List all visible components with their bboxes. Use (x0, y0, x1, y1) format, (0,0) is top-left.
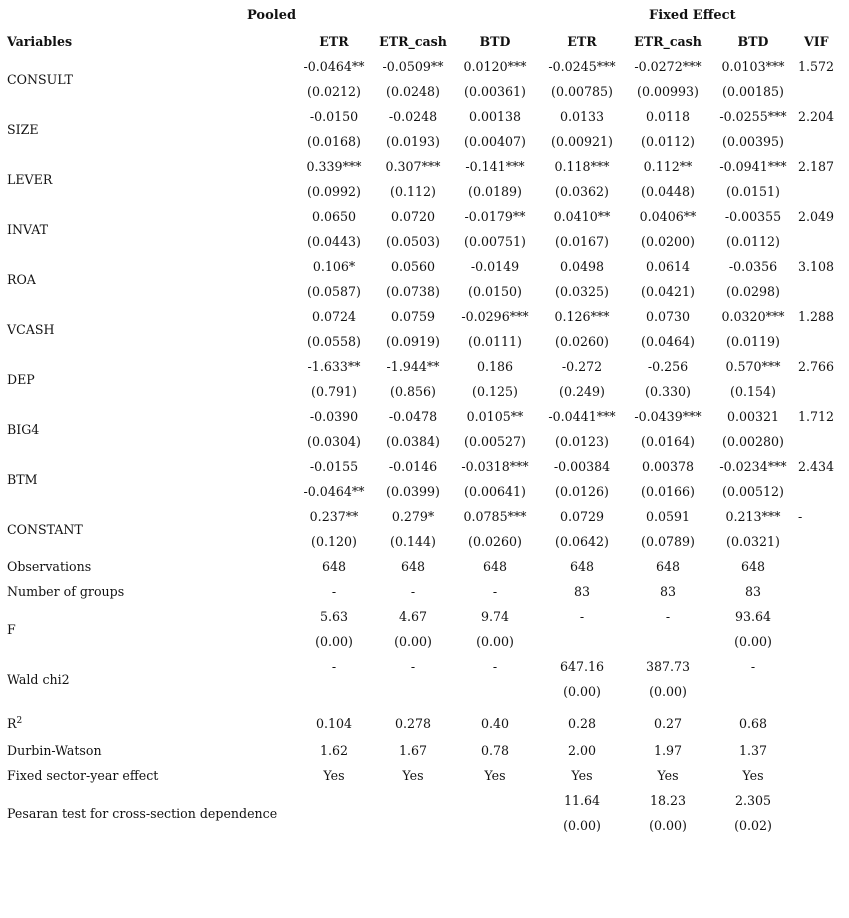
vif-empty (796, 788, 849, 813)
standard-error-value: (0.0992) (307, 184, 361, 199)
standard-error-value: (0.0166) (641, 484, 695, 499)
coefficient-row (0, 204, 849, 229)
observations-row-value: 648 (740, 559, 766, 574)
standard-error-value: (0.112) (390, 184, 436, 199)
coefficient-row (0, 54, 849, 79)
coefficient-row (0, 404, 849, 429)
standard-error-value: (0.791) (311, 384, 357, 399)
observations-row-value: 648 (400, 559, 426, 574)
standard-error-value: (0.0189) (468, 184, 522, 199)
f-statistic-row-value: - (579, 609, 585, 624)
vif-empty (796, 229, 849, 254)
coefficient-value: 0.0560 (390, 259, 436, 274)
standard-error-value: (0.0503) (386, 234, 440, 249)
f-statistic-row-pvalue: (0.00) (734, 634, 772, 649)
variable-name: SIZE (7, 121, 39, 137)
vif-empty (796, 763, 849, 788)
coefficient-value: -0.0439*** (634, 409, 702, 424)
f-statistic-row-value: 5.63 (319, 609, 349, 624)
standard-error-value: (0.0789) (641, 534, 695, 549)
coefficient-value: -0.0464** (303, 59, 365, 74)
variable-name: BTM (7, 471, 38, 487)
coefficient-value: 0.0724 (311, 309, 357, 324)
durbin-watson-row-value: 2.00 (567, 743, 597, 758)
coefficient-value: -0.0150 (309, 109, 359, 124)
vif-value: 2.049 (798, 209, 835, 224)
f-statistic-row (0, 604, 849, 629)
pesaran-test-row-pvalue: (0.00) (649, 818, 687, 833)
coefficient-value: 0.237** (309, 509, 359, 524)
f-statistic-row-value: 93.64 (734, 609, 772, 624)
coefficient-value: 0.0720 (390, 209, 436, 224)
coefficient-value: 0.00138 (468, 109, 522, 124)
r-squared-label (0, 704, 294, 738)
coefficient-row (0, 454, 849, 479)
vif-value: 1.572 (798, 59, 835, 74)
header-vif: VIF (804, 34, 829, 49)
f-statistic-row-pvalue: (0.00) (315, 634, 353, 649)
pesaran-test-row-value: 2.305 (734, 793, 772, 808)
vif-empty (796, 179, 849, 204)
standard-error-value: (0.0642) (555, 534, 609, 549)
coefficient-value: 0.339*** (306, 159, 362, 174)
coefficient-value: 0.0729 (559, 509, 605, 524)
wald-chi2-row-pvalue (294, 679, 374, 704)
coefficient-value: -0.0296*** (461, 309, 529, 324)
header-fe-etr: ETR (567, 34, 597, 49)
pesaran-test-row-pvalue: (0.02) (734, 818, 772, 833)
variable-name: CONSTANT (7, 521, 83, 537)
durbin-watson-row-value: 1.97 (653, 743, 683, 758)
standard-error-value: (0.00407) (464, 134, 526, 149)
standard-error-value: (0.00280) (722, 434, 784, 449)
wald-chi2-row-pvalue (710, 679, 796, 704)
wald-chi2-row-value: - (331, 659, 337, 674)
standard-error-value: (0.0112) (641, 134, 695, 149)
coefficient-value: -0.0509** (382, 59, 444, 74)
observations-row-value: 648 (655, 559, 681, 574)
wald-chi2-row-value: - (750, 659, 756, 674)
coefficient-value: -0.0390 (309, 409, 359, 424)
variable-name: DEP (7, 371, 35, 387)
header-fe-etr-cash: ETR_cash (634, 34, 702, 49)
standard-error-value: (0.0119) (726, 334, 780, 349)
coefficient-value: -0.00355 (724, 209, 782, 224)
fixed-effect-group-heading: Fixed Effect (649, 8, 736, 23)
standard-error-value: (0.0587) (307, 284, 361, 299)
standard-error-value: (0.0112) (726, 234, 780, 249)
coefficient-value: -0.0272*** (634, 59, 702, 74)
coefficient-value: -0.0146 (388, 459, 438, 474)
standard-error-value: (0.0260) (468, 534, 522, 549)
fixed-sector-year-effect-row-label: Fixed sector-year effect (7, 768, 159, 783)
standard-error-value: (0.00993) (637, 84, 699, 99)
wald-chi2-row (0, 654, 849, 679)
coefficient-value: 0.0759 (390, 309, 436, 324)
pesaran-test-row-pvalue (374, 813, 452, 838)
coefficient-value: 0.0410** (553, 209, 611, 224)
fixed-sector-year-effect-row-value: Yes (323, 768, 345, 783)
pesaran-test-row-value (452, 788, 538, 813)
durbin-watson-row (0, 738, 849, 763)
coefficient-value: 0.0730 (645, 309, 691, 324)
standard-error-value: (0.00527) (464, 434, 526, 449)
wald-chi2-row-pvalue: (0.00) (563, 684, 601, 699)
pesaran-test-row-pvalue: (0.00) (563, 818, 601, 833)
fixed-sector-year-effect-row-value: Yes (402, 768, 424, 783)
vif-empty (796, 529, 849, 554)
coefficient-row (0, 504, 849, 529)
pesaran-test-row-label: Pesaran test for cross-section dependence (7, 805, 278, 821)
durbin-watson-row-value: 1.67 (398, 743, 428, 758)
vif-empty (796, 654, 849, 679)
standard-error-value: (0.856) (390, 384, 436, 399)
coefficient-value: 0.00378 (641, 459, 695, 474)
coefficient-value: -0.0248 (388, 109, 438, 124)
vif-empty (796, 129, 849, 154)
f-statistic-row-value: - (665, 609, 671, 624)
standard-error-value: (0.0448) (641, 184, 695, 199)
standard-error-value: (0.00641) (464, 484, 526, 499)
durbin-watson-row-value: 1.62 (319, 743, 349, 758)
vif-value: 1.712 (798, 409, 835, 424)
standard-error-value: (0.00361) (464, 84, 526, 99)
standard-error-value: (0.0123) (555, 434, 609, 449)
header-row (0, 29, 849, 54)
coefficient-value: 0.570*** (725, 359, 781, 374)
standard-error-value: -0.0464** (303, 484, 365, 499)
pesaran-test-row-value (374, 788, 452, 813)
coefficient-value: 0.0103*** (721, 59, 785, 74)
standard-error-value: (0.00512) (722, 484, 784, 499)
r-squared-value: 0.28 (567, 715, 597, 731)
coefficient-value: -0.0478 (388, 409, 438, 424)
regression-table (0, 29, 849, 838)
standard-error-value: (0.0325) (555, 284, 609, 299)
coefficient-value: 0.126*** (554, 309, 610, 324)
standard-error-value: (0.00921) (551, 134, 613, 149)
standard-error-value: (0.00185) (722, 84, 784, 99)
number-of-groups-row-value: 83 (744, 584, 762, 599)
coefficient-row (0, 104, 849, 129)
wald-chi2-row-label: Wald chi2 (7, 671, 70, 687)
vif-empty (796, 629, 849, 654)
vif-value: 2.187 (798, 159, 835, 174)
standard-error-value: (0.0260) (555, 334, 609, 349)
standard-error-value: (0.0167) (555, 234, 609, 249)
coefficient-value: -0.256 (647, 359, 689, 374)
coefficient-row (0, 354, 849, 379)
standard-error-value: (0.120) (311, 534, 357, 549)
pesaran-test-row-value: 11.64 (563, 793, 601, 808)
durbin-watson-row-value: 1.37 (738, 743, 768, 758)
coefficient-value: -0.0234*** (719, 459, 787, 474)
vif-value: - (798, 509, 803, 524)
coefficient-value: 0.0105** (466, 409, 524, 424)
standard-error-value: (0.00751) (464, 234, 526, 249)
coefficient-value: 0.279* (391, 509, 435, 524)
standard-error-value: (0.0919) (386, 334, 440, 349)
pesaran-test-row (0, 788, 849, 813)
r-squared-value: 0.104 (315, 715, 353, 731)
coefficient-value: -0.0245*** (548, 59, 616, 74)
standard-error-value: (0.0298) (726, 284, 780, 299)
standard-error-value: (0.0150) (468, 284, 522, 299)
r-squared-value: 0.278 (394, 715, 432, 731)
standard-error-value: (0.00395) (722, 134, 784, 149)
f-statistic-row-label: F (7, 621, 16, 637)
durbin-watson-row-label: Durbin-Watson (7, 743, 102, 758)
coefficient-value: -1.633** (307, 359, 361, 374)
coefficient-value: -0.0179** (464, 209, 526, 224)
coefficient-row (0, 304, 849, 329)
f-statistic-row-pvalue (538, 629, 626, 654)
header-pooled-etr-cash: ETR_cash (379, 34, 447, 49)
standard-error-value: (0.0200) (641, 234, 695, 249)
coefficient-value: -0.0441*** (548, 409, 616, 424)
f-statistic-row-value: 4.67 (398, 609, 428, 624)
f-statistic-row-pvalue (626, 629, 710, 654)
standard-error-value: (0.0558) (307, 334, 361, 349)
coefficient-value: -0.272 (561, 359, 603, 374)
observations-row (0, 554, 849, 579)
variable-name: CONSULT (7, 71, 73, 87)
vif-empty (796, 579, 849, 604)
variable-name: INVAT (7, 221, 49, 237)
r-squared-value: 0.68 (738, 715, 768, 731)
standard-error-value: (0.0362) (555, 184, 609, 199)
variable-name: VCASH (7, 321, 55, 337)
standard-error-value: (0.0111) (468, 334, 522, 349)
standard-error-value: (0.0321) (726, 534, 780, 549)
standard-error-value: (0.0126) (555, 484, 609, 499)
r-squared-row (0, 704, 849, 738)
coefficient-value: -0.0356 (728, 259, 778, 274)
coefficient-value: 0.00321 (726, 409, 780, 424)
coefficient-value: 0.0133 (559, 109, 605, 124)
pesaran-test-row-value: 18.23 (649, 793, 687, 808)
wald-chi2-row-value: 647.16 (559, 659, 605, 674)
vif-value: 2.204 (798, 109, 835, 124)
fixed-sector-year-effect-row-value: Yes (742, 768, 764, 783)
standard-error-value: (0.0193) (386, 134, 440, 149)
vif-empty (796, 279, 849, 304)
coefficient-value: 0.106* (312, 259, 356, 274)
coefficient-value: 0.0785*** (463, 509, 527, 524)
coefficient-value: -0.0155 (309, 459, 359, 474)
vif-value: 2.434 (798, 459, 835, 474)
coefficient-value: 0.0650 (311, 209, 357, 224)
coefficient-value: -0.141*** (465, 159, 525, 174)
f-statistic-row-value: 9.74 (480, 609, 510, 624)
standard-error-value: (0.0421) (641, 284, 695, 299)
standard-error-value: (0.0464) (641, 334, 695, 349)
standard-error-value: (0.0384) (386, 434, 440, 449)
coefficient-value: 0.0120*** (463, 59, 527, 74)
vif-empty (796, 479, 849, 504)
coefficient-value: -0.0941*** (719, 159, 787, 174)
fixed-sector-year-effect-row (0, 763, 849, 788)
vif-empty (796, 429, 849, 454)
standard-error-value: (0.0151) (726, 184, 780, 199)
fixed-sector-year-effect-row-value: Yes (484, 768, 506, 783)
vif-value: 2.766 (798, 359, 835, 374)
vif-empty (796, 813, 849, 838)
wald-chi2-row-value: - (410, 659, 416, 674)
vif-empty (796, 704, 849, 738)
f-statistic-row-pvalue: (0.00) (394, 634, 432, 649)
header-fe-btd: BTD (737, 34, 769, 49)
coefficient-value: 0.0406** (639, 209, 697, 224)
vif-empty (796, 79, 849, 104)
standard-error-value: (0.0399) (386, 484, 440, 499)
standard-error-value: (0.0212) (307, 84, 361, 99)
coefficient-value: 0.307*** (385, 159, 441, 174)
coefficient-value: 0.213*** (725, 509, 781, 524)
variable-name: BIG4 (7, 421, 40, 437)
observations-row-value: 648 (321, 559, 347, 574)
coefficient-value: -1.944** (386, 359, 440, 374)
r-squared-value: 0.40 (480, 715, 510, 731)
wald-chi2-row-value: 387.73 (645, 659, 691, 674)
vif-value: 3.108 (798, 259, 835, 274)
coefficient-value: -0.00384 (553, 459, 611, 474)
standard-error-value: (0.0248) (386, 84, 440, 99)
coefficient-value: 0.186 (476, 359, 514, 374)
r-squared-superscript: 2 (16, 715, 23, 726)
vif-empty (796, 329, 849, 354)
pooled-group-heading: Pooled (247, 8, 297, 23)
number-of-groups-row-value: - (331, 584, 337, 599)
vif-empty (796, 554, 849, 579)
r-squared-value: 0.27 (653, 715, 683, 731)
number-of-groups-row-value: - (410, 584, 416, 599)
number-of-groups-row-value: 83 (573, 584, 591, 599)
wald-chi2-row-value: - (492, 659, 498, 674)
vif-empty (796, 738, 849, 763)
durbin-watson-row-value: 0.78 (480, 743, 510, 758)
pesaran-test-row-pvalue (294, 813, 374, 838)
fixed-sector-year-effect-row-value: Yes (571, 768, 593, 783)
coefficient-row (0, 254, 849, 279)
standard-error-value: (0.0164) (641, 434, 695, 449)
coefficient-value: 0.0591 (645, 509, 691, 524)
vif-value: 1.288 (798, 309, 835, 324)
wald-chi2-row-pvalue (452, 679, 538, 704)
standard-error-value: (0.0168) (307, 134, 361, 149)
coefficient-value: -0.0318*** (461, 459, 529, 474)
wald-chi2-row-pvalue (374, 679, 452, 704)
standard-error-value: (0.249) (559, 384, 605, 399)
coefficient-value: -0.0255*** (719, 109, 787, 124)
header-pooled-btd: BTD (479, 34, 511, 49)
f-statistic-row-pvalue: (0.00) (476, 634, 514, 649)
number-of-groups-row-value: - (492, 584, 498, 599)
number-of-groups-row-label: Number of groups (7, 584, 125, 599)
fixed-sector-year-effect-row-value: Yes (657, 768, 679, 783)
vif-empty (796, 604, 849, 629)
coefficient-value: 0.0118 (645, 109, 691, 124)
standard-error-value: (0.0738) (386, 284, 440, 299)
coefficient-value: 0.118*** (554, 159, 610, 174)
standard-error-value: (0.00785) (551, 84, 613, 99)
observations-row-value: 648 (569, 559, 595, 574)
observations-row-label: Observations (7, 559, 92, 574)
r-squared-label-text: R (7, 715, 17, 731)
coefficient-row (0, 154, 849, 179)
standard-error-value: (0.330) (645, 384, 691, 399)
wald-chi2-row-pvalue: (0.00) (649, 684, 687, 699)
variable-name: ROA (7, 271, 36, 287)
variable-name: LEVER (7, 171, 53, 187)
vif-empty (796, 379, 849, 404)
standard-error-value: (0.154) (730, 384, 776, 399)
coefficient-value: -0.0149 (470, 259, 520, 274)
standard-error-value: (0.125) (472, 384, 518, 399)
vif-empty (796, 679, 849, 704)
number-of-groups-row-value: 83 (659, 584, 677, 599)
standard-error-value: (0.0443) (307, 234, 361, 249)
number-of-groups-row (0, 579, 849, 604)
coefficient-value: 0.0498 (559, 259, 605, 274)
standard-error-value: (0.0304) (307, 434, 361, 449)
pesaran-test-row-pvalue (452, 813, 538, 838)
coefficient-value: 0.0614 (645, 259, 691, 274)
pesaran-test-row-value (294, 788, 374, 813)
coefficient-value: 0.0320*** (721, 309, 785, 324)
header-pooled-etr: ETR (319, 34, 349, 49)
observations-row-value: 648 (482, 559, 508, 574)
coefficient-value: 0.112** (643, 159, 693, 174)
header-variables: Variables (7, 34, 73, 49)
standard-error-value: (0.144) (390, 534, 436, 549)
